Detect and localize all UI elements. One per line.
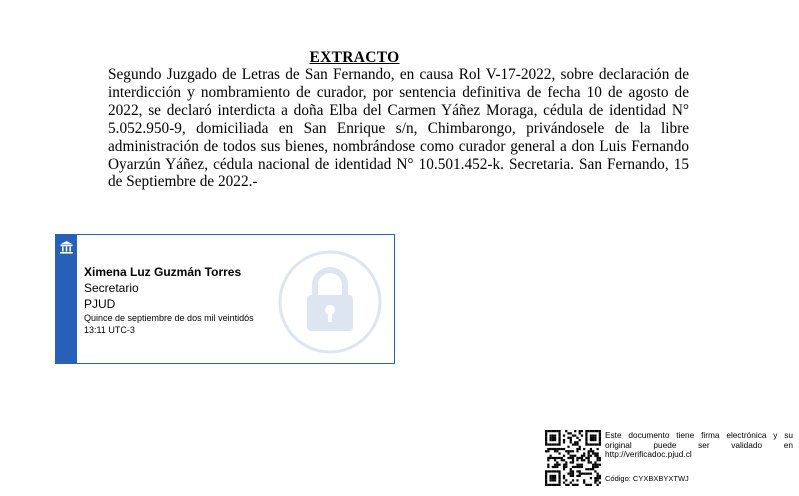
qr-code-icon xyxy=(545,430,601,486)
signature-date: Quince de septiembre de dos mil veintidós xyxy=(84,313,254,323)
verification-block xyxy=(545,430,795,486)
signer-organization: PJUD xyxy=(84,297,116,311)
signer-name: Ximena Luz Guzmán Torres xyxy=(84,265,242,279)
document-body: Segundo Juzgado de Letras de San Fernando, en causa Rol V-17-2022, sobre declaración de interdicción y nombramiento de curador, por sentencia definitiva de fecha 10 de agosto de 2022, se declaró interdicta a doña Elba del Carmen Yáñez Moraga, cédula de identidad N° 5.052.950-9, domiciliada en San Enrique s/n, Chimbarongo, privándosele de la libre administración de todos sus bienes, nombrándose como curador general a don Luis Fernando Oyarzún Yáñez, cédula nacional de identidad N° 10.501.452-k. Secretaria. San Fernando, 15 de Septiembre de 2022.- xyxy=(108,66,689,191)
verification-code: Código: CYXBXBYXTWJ xyxy=(605,474,689,483)
signer-role: Secretario xyxy=(84,281,139,295)
signature-side-bar xyxy=(56,235,77,363)
signature-details xyxy=(84,264,304,336)
signature-box xyxy=(55,234,395,364)
verification-text: Este documento tiene firma electrónica y su original puede ser validado en http://verificadoc.pjud.cl xyxy=(605,430,793,460)
document-title: EXTRACTO xyxy=(309,49,400,66)
signature-time: 13:11 UTC-3 xyxy=(84,325,135,335)
institution-icon xyxy=(59,240,74,260)
